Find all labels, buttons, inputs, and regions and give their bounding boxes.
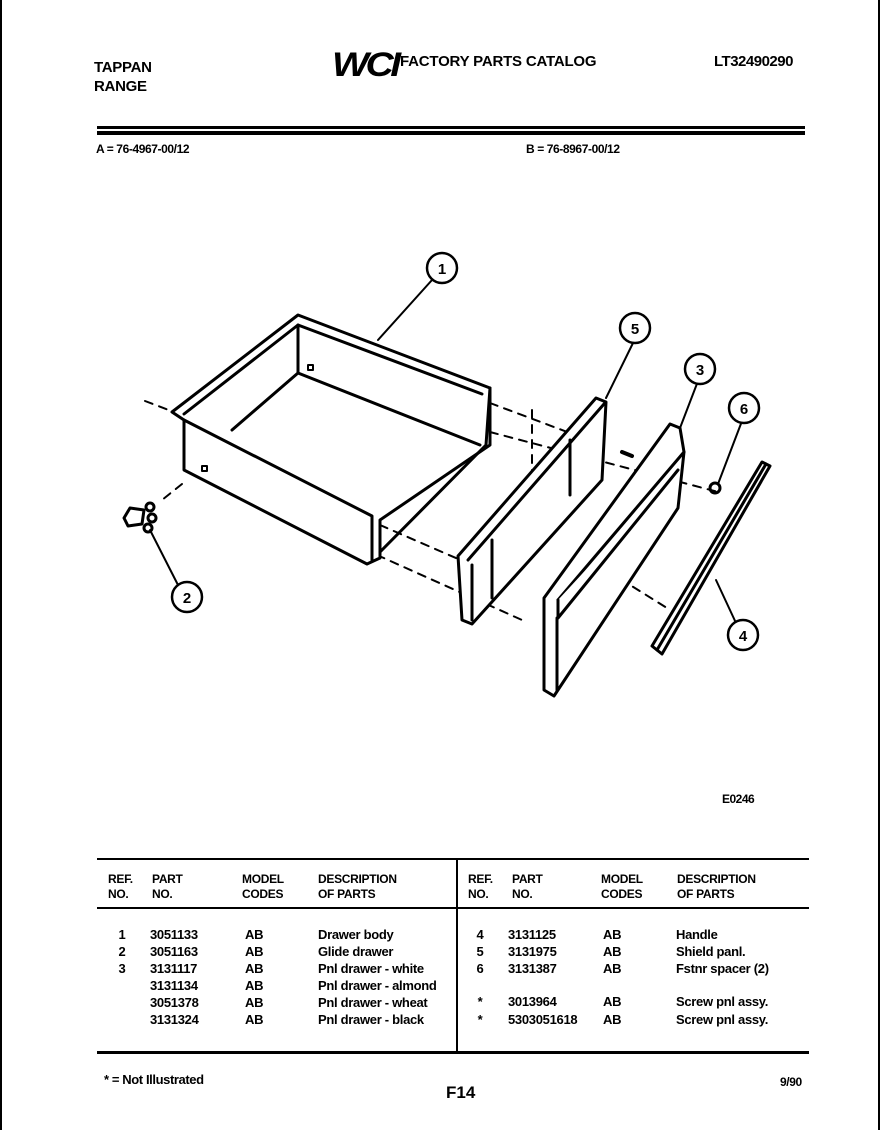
model-a-label: A = 76-4967-00/12 <box>96 142 190 156</box>
header-description: DESCRIPTION OF PARTS <box>318 872 397 901</box>
wci-logo: WCI <box>332 46 398 84</box>
brand-name: TAPPAN <box>94 59 152 76</box>
table-top-rule <box>97 858 809 860</box>
callout-3: 3 <box>695 362 705 379</box>
callout-4: 4 <box>738 628 748 645</box>
header-rule-thick <box>97 131 805 135</box>
header-model-codes: MODEL CODES <box>601 872 643 901</box>
header-ref-no: REF. NO. <box>108 872 133 901</box>
product-type: RANGE <box>94 78 147 95</box>
callout-1: 1 <box>437 261 447 278</box>
table-header-rule <box>97 907 809 909</box>
not-illustrated-note: * = Not Illustrated <box>104 1072 204 1087</box>
header-description: DESCRIPTION OF PARTS <box>677 872 756 901</box>
figure-code: E0246 <box>722 792 755 806</box>
model-b-label: B = 76-8967-00/12 <box>526 142 620 156</box>
header-model-codes: MODEL CODES <box>242 872 284 901</box>
table-column-divider <box>456 860 458 1052</box>
header-part-no: PART NO. <box>152 872 183 901</box>
page-number: F14 <box>446 1083 476 1102</box>
catalog-title: FACTORY PARTS CATALOG <box>400 53 597 70</box>
parts-catalog-page: TAPPAN RANGE WCI FACTORY PARTS CATALOG LT32490290 A = 76-4967-00/12 B = 76-8967-00/12 1 2 3 4 5 6 E0246 REF. NO. PART NO. MODEL CODES DESCRIPTION OF PARTS REF. NO. PART NO. MODEL CODES DESCRIPTION OF PARTS 1 3051133 AB Drawer body 2 3051163 AB Glide drawer 3 3131117 AB Pnl drawer - white 3131134 AB Pnl drawer - almond 3051378 AB Pnl drawer - wheat 3131324 AB Pnl drawer - black 4 3131125 AB Handle 5 3131975 AB Shield panl. 6 3131387 AB Fstnr spacer (2) * 3013964 AB Screw pnl assy. * 5303051618 AB Screw pnl assy. * = Not Illustrated F14 9/90 <box>2 0 878 1130</box>
callout-2: 2 <box>182 590 192 607</box>
header-part-no: PART NO. <box>512 872 543 901</box>
table-bottom-rule <box>97 1051 809 1054</box>
catalog-date: 9/90 <box>780 1075 802 1089</box>
callout-6: 6 <box>739 401 749 418</box>
exploded-parts-diagram <box>102 240 802 710</box>
document-id: LT32490290 <box>714 53 793 70</box>
header-ref-no: REF. NO. <box>468 872 493 901</box>
header-rule <box>97 126 805 129</box>
callout-5: 5 <box>630 321 640 338</box>
brand-block <box>94 58 152 96</box>
